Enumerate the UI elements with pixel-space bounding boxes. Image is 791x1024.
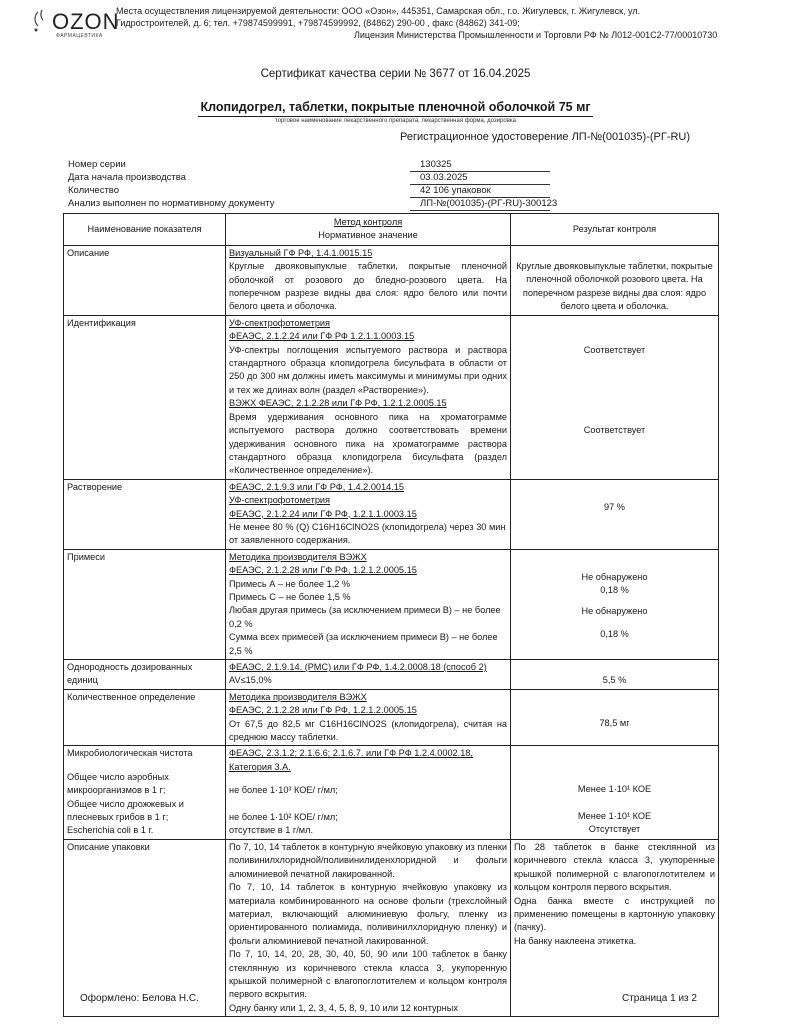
info-value-quantity: 42 106 упаковок [420, 185, 491, 196]
row-method: Методика производителя ВЭЖХ ФЕАЭС, 2.1.2.28 или ГФ РФ, 1.2.1.2.0005.15 Примесь А – не более 1,2 % Примесь С – не более 1,5 % Любая другая примесь (за исключением примеси В) – не более 0,2 % Сумма всех примесей (за исключением примеси В) – не более 2,5 % [226, 549, 511, 659]
row-name: Однородность дозированных единиц [64, 660, 226, 690]
row-method: По 7, 10, 14 таблеток в контурную ячейковую упаковку из пленки поливинилхлоридной/поливинилиденхлоридной и фольги алюминиевой печатной лакированной. По 7, 10, 14 таблеток в контурную ячейковую упаковку из материала комбинированного на основе фольги (трехслойный материал, включающий алюминиевую фольгу, пленку из ориентированного полиамида, поливинилхлоридную пленку) и фольги алюминиевой печатной лакированной. По 7, 10, 14, 20, 28, 30, 40, 50, 90 или 100 таблеток в банку стеклянную из коричневого стекла класса 3, укупоренную крышкой полимерной с влагопоглотителем и кольцом контроля первого вскрытия. Одну банку или 1, 2, 3, 4, 5, 8, 9, 10 или 12 контурных [226, 839, 511, 1016]
table-row [64, 746, 719, 839]
quality-table [63, 213, 719, 1017]
product-subtitle: торговое наименование лекарственного препарата, лекарственная форма, дозировка [275, 118, 516, 124]
row-name: Количественное определение [64, 689, 226, 746]
header-line-1: Места осуществления лицензируемой деятельности: ООО «Озон», 445351, Самарская обл., г.о. Жигулевск, г. Жигулевск, ул. [116, 6, 641, 16]
table-row [64, 479, 719, 549]
registration-number: Регистрационное удостоверение ЛП-№(001035)-(РГ-RU) [400, 131, 691, 143]
info-value-document: ЛП-№(001035)-(РГ-RU)-300123 [420, 198, 558, 209]
info-label-series: Номер серии [68, 159, 126, 170]
page-number: Страница 1 из 2 [622, 993, 697, 1004]
prepared-by: Оформлено: Белова Н.С. [80, 993, 199, 1004]
table-row [64, 689, 719, 746]
row-result: Не обнаружено 0,18 % Не обнаружено 0,18 % [511, 549, 719, 659]
logo-text: OZON [52, 9, 120, 34]
table-row [64, 660, 719, 690]
product-underline [198, 116, 593, 117]
row-result: По 28 таблеток в банке стеклянной из коричневого стекла класса 3, укупоренные крышкой полимерной с влагопоглотителем и кольцом контроля первого вскрытия. Одна банка вместе с инструкцией по применению помещены в картонную упаковку (пачку). На банку наклеена этикетка. [511, 839, 719, 1016]
logo-subtitle: ФАРМАЦЕВТИКА [56, 33, 103, 39]
info-underline [410, 184, 550, 185]
row-method: Методика производителя ВЭЖХ ФЕАЭС, 2.1.2.28 или ГФ РФ, 1.2.1.2.0005.15 От 67,5 до 82,5 мг C16H16ClNO2S (клопидогрела), считая на среднюю массу таблетки. [226, 689, 511, 746]
table-row [64, 315, 719, 479]
row-name: Описание [64, 245, 226, 315]
table-header-row [64, 214, 719, 246]
info-label-date: Дата начала производства [68, 172, 186, 183]
info-underline [410, 197, 550, 198]
license-line: Лицензия Министерства Промышленности и Торговли РФ № Л012-001С2-77/00010730 [354, 30, 718, 40]
row-result: 5,5 % [511, 660, 719, 690]
row-result: Круглые двояковыпуклые таблетки, покрытые пленочной оболочкой розового цвета. На поперечном разрезе видны два слоя: ядро белого цвета и оболочка. [511, 245, 719, 315]
info-label-document: Анализ выполнен по нормативному документу [68, 198, 275, 209]
row-name: Идентификация [64, 315, 226, 479]
info-underline [410, 171, 550, 172]
table-row [64, 839, 719, 1016]
row-result: 78,5 мг [511, 689, 719, 746]
header-line-2: Гидростроителей, д. 6; тел. +79874599991, +79874599992, (84862) 290-00 , факс (84862) 341-09; [116, 18, 520, 28]
header-indicator: Наименование показателя [64, 214, 226, 246]
product-title: Клопидогрел, таблетки, покрытые пленочной оболочкой 75 мг [200, 100, 591, 114]
table-row [64, 549, 719, 659]
row-method: ФЕАЭС, 2.1.9.3 или ГФ РФ, 1.4.2.0014.15 УФ-спектрофотометрия ФЕАЭС, 2.1.2.24 или ГФ РФ, 1.2.1.1.0003.15 Не менее 80 % (Q) C16H16ClNO2S (клопидогрела) через 30 мин от заявленного содержания. [226, 479, 511, 549]
row-result: Соответствует Соответствует [511, 315, 719, 479]
row-name: Примеси [64, 549, 226, 659]
row-name: Растворение [64, 479, 226, 549]
header-result: Результат контроля [511, 214, 719, 246]
row-method: ФЕАЭС, 2.3.1.2; 2.1.6.6; 2.1.6.7. или ГФ РФ 1.2.4.0002.18, Категория 3.А. не более 1·10³ КОЕ/ г/мл; не более 1·10² КОЕ/ г/мл; отсутствие в 1 г/мл. [226, 746, 511, 839]
info-value-date: 03.03.2025 [420, 172, 468, 183]
header-method: Метод контроля Нормативное значение [226, 214, 511, 246]
row-name: Микробиологическая чистота Общее число аэробных микроорганизмов в 1 г; Общее число дрожжевых и плесневых грибов в 1 г; Escherichia coli в 1 г. [64, 746, 226, 839]
row-name: Описание упаковки [64, 839, 226, 1016]
row-result: Менее 1·10¹ КОЕ Менее 1·10¹ КОЕ Отсутствует [511, 746, 719, 839]
info-underline [410, 210, 550, 211]
info-value-series: 130325 [420, 159, 452, 170]
certificate-title: Сертификат качества серии № 3677 от 16.04.2025 [260, 68, 531, 80]
info-label-quantity: Количество [68, 185, 120, 196]
row-method: Визуальный ГФ РФ, 1.4.1.0015.15 Круглые двояковыпуклые таблетки, покрытые пленочной оболочкой от розового до бледно-розового цвета. На поперечном разрезе видны два слоя: ядро белого или почти белого цвета и оболочка. [226, 245, 511, 315]
row-result: 97 % [511, 479, 719, 549]
row-method: ФЕАЭС, 2.1.9.14. (РМС) или ГФ РФ, 1.4.2.0008.18 (способ 2) AV≤15,0% [226, 660, 511, 690]
table-row [64, 245, 719, 315]
row-method: УФ-спектрофотометрия ФЕАЭС, 2.1.2.24 или ГФ РФ 1.2.1.1.0003.15 УФ-спектры поглощения испытуемого раствора и раствора стандартного образца клопидогрела бисульфата в области от 250 до 300 нм должны иметь максимумы и минимумы при одних и тех же длинах волн (раздел «Растворение»). ВЭЖХ ФЕАЭС, 2.1.2.28 или ГФ РФ, 1.2.1.2.0005.15 Время удерживания основного пика на хроматограмме испытуемого раствора должно соответствовать времени удерживания основного пика на хроматограмме раствора стандартного образца клопидогрела бисульфата (раздел «Количественное определение»). [226, 315, 511, 479]
